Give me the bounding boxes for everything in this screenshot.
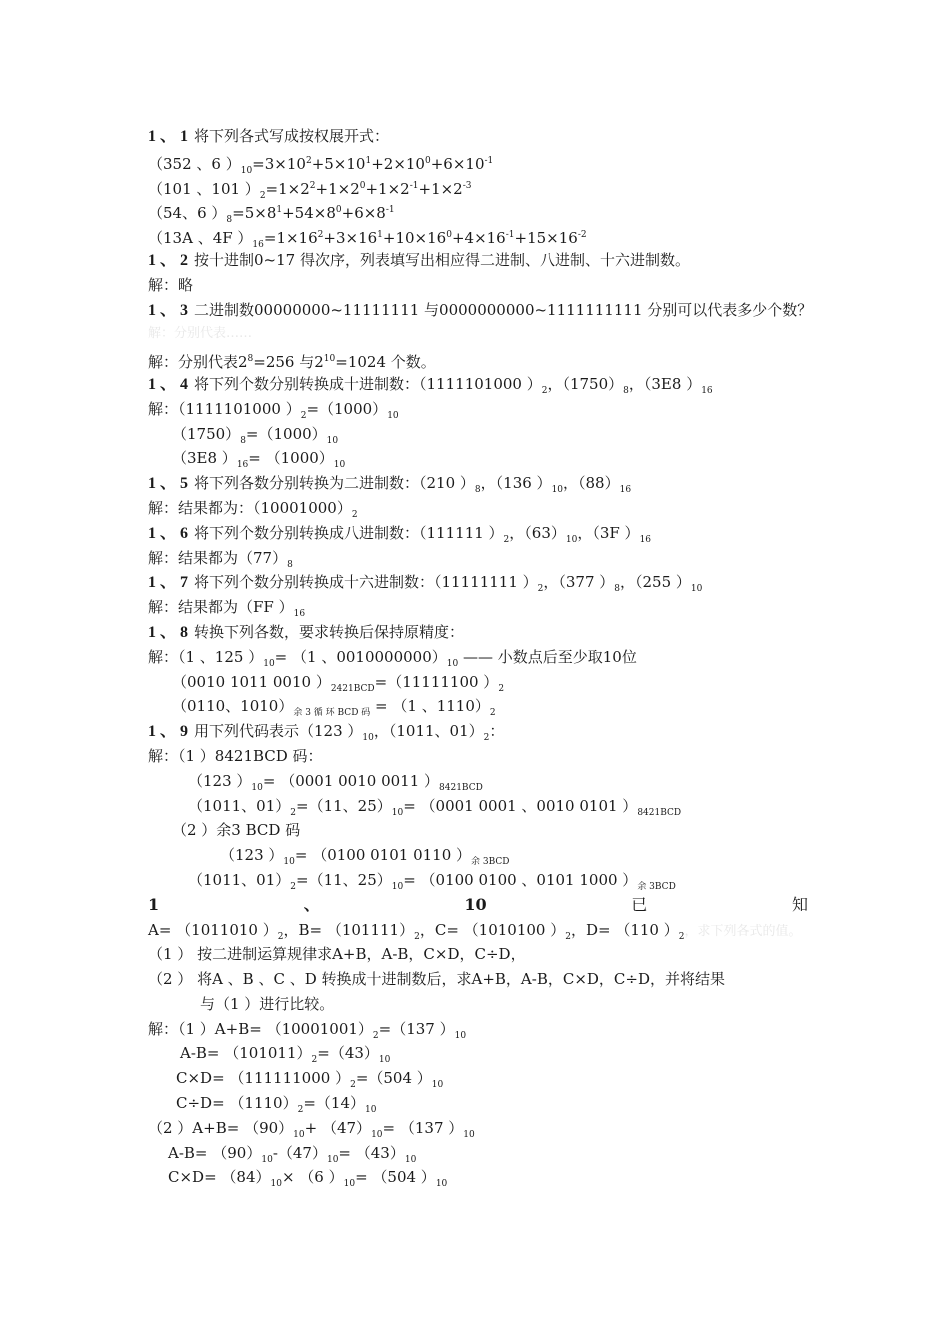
q9-number: 1 、 9 [148, 723, 189, 741]
text-segment: 将下列各数分别转换为二进制数：（210 ） [194, 474, 475, 493]
text-segment: （3E8 ） [172, 449, 237, 468]
text-segment: 解：结果都为（FF ） [148, 598, 294, 617]
subscript: 2 [290, 807, 296, 818]
text-segment: （1011、01） [188, 870, 291, 889]
text-segment: A-B= （90） [168, 1143, 262, 1162]
text-segment: 将下列个数分别转换成十进制数：（1111101000 ） [194, 374, 542, 393]
q10-result-3 [148, 1066, 808, 1091]
text-segment: =（11111100 ） [374, 672, 499, 691]
subscript: 10 [326, 435, 339, 446]
text-segment: =（11、25） [296, 796, 392, 815]
text-segment: = （0100 0101 0110 ） [294, 846, 472, 865]
text-segment: =（1000） [245, 424, 327, 443]
text-segment: ： [489, 722, 505, 741]
q1-row-3 [148, 198, 808, 226]
q10-given [148, 918, 808, 943]
superscript: -1 [385, 205, 395, 216]
subscript: 2 [483, 733, 490, 744]
text-segment: （2 ）A+B= （90） [148, 1118, 294, 1137]
text-segment: A= （1011010 ） [148, 920, 278, 939]
text-segment: （13A 、4F ） [148, 229, 253, 248]
q1-heading [148, 124, 808, 149]
q5-heading [148, 471, 808, 496]
superscript: -1 [484, 155, 494, 166]
subscript: 16 [701, 385, 713, 396]
superscript: -2 [577, 230, 587, 241]
subscript: 2 [350, 1080, 356, 1091]
text-segment: =（1000） [306, 399, 388, 418]
q9-line-2 [148, 769, 808, 794]
text-segment: （0110、1010） [172, 697, 294, 716]
subscript: 16 [639, 534, 652, 545]
q10-task-2: （2 ） 将A 、B 、C 、D 转换成十进制数后，求A+B，A-B，C×D，C÷D，并将结果 [148, 970, 726, 989]
text-segment: +10×16 [382, 229, 447, 248]
q8-number: 1 、 8 [148, 623, 189, 641]
text-segment: -（47） [272, 1143, 327, 1162]
text-segment: ，（1750） [547, 374, 624, 393]
q9-heading [148, 719, 808, 744]
q1-row-4 [148, 223, 808, 251]
q2-number: 1 、 2 [148, 251, 189, 269]
q8-heading [148, 620, 808, 645]
q4-answer-1 [148, 397, 808, 422]
subscript: 8 [474, 485, 481, 496]
subscript: 10 [387, 410, 399, 421]
text-segment: 已 [631, 894, 648, 914]
superscript: 1 [377, 230, 383, 241]
subscript: 2 [498, 683, 505, 694]
subscript: 16 [619, 485, 632, 496]
text-segment: 将下列个数分别转换成八进制数：（111111 ） [194, 523, 504, 542]
text-segment: =（504 ） [355, 1069, 432, 1088]
subscript: 10 [240, 165, 253, 176]
text-segment: =（14） [303, 1094, 365, 1113]
subscript: 10 [293, 1129, 305, 1140]
text-segment: 解：（1111101000 ） [148, 399, 301, 418]
q3-number: 1 、 3 [148, 301, 189, 319]
text-segment: 转换下列各数，要求转换后保持原精度： [194, 622, 465, 641]
text-segment: ，C= （1010100 ） [419, 920, 566, 939]
text-segment: + （47） [304, 1118, 372, 1137]
subscript: 16 [252, 240, 264, 251]
q10-task-1: （1 ） 按二进制运算规律求A+B，A-B，C×D，C÷D， [148, 945, 526, 964]
document-page [148, 124, 813, 1190]
subscript: 10 [690, 584, 703, 595]
text-segment: 解：（1 ）A+B= （10001001） [148, 1019, 373, 1038]
text-segment: =1×16 [263, 229, 318, 248]
superscript: 0 [446, 230, 452, 241]
q2-answer: 解：略 [148, 275, 194, 294]
q3-faint-text: 解：分别代表…… [148, 326, 253, 342]
superscript: -1 [505, 230, 515, 241]
text-segment: = （1000） [248, 449, 334, 468]
text-segment: C×D= （111111000 ） [176, 1069, 351, 1088]
q7-answer [148, 595, 808, 620]
text-segment: =5×8 [232, 204, 277, 223]
text-segment: =1×2 [265, 179, 310, 198]
q8-answer-3 [148, 694, 808, 719]
q3-answer [148, 347, 808, 372]
q9-part-1: 解：（1 ）8421BCD 码： [148, 746, 323, 765]
text-segment: = （1 、0010000000） [274, 647, 447, 666]
q2-heading [148, 248, 808, 273]
superscript: 0 [359, 180, 366, 191]
text-segment: C÷D= （1110） [176, 1094, 298, 1113]
text-segment: C×D= （84） [168, 1168, 271, 1187]
subscript: 10 [391, 807, 404, 818]
q1-row-1 [148, 149, 808, 174]
subscript: 10 [326, 1154, 339, 1165]
q10-result-2 [148, 1041, 808, 1066]
superscript: 1 [365, 155, 372, 166]
superscript: 2 [309, 180, 316, 191]
text-segment: （0010 1011 0010 ） [172, 672, 331, 691]
text-segment: 将下列个数分别转换成十六进制数：（11111111 ） [194, 573, 538, 592]
q5-number: 1 、 5 [148, 475, 189, 493]
q9-line-3 [148, 794, 808, 819]
subscript: 16 [293, 609, 306, 620]
superscript: 1 [276, 205, 283, 216]
q7-number: 1 、 7 [148, 574, 189, 592]
q4-heading [148, 372, 808, 397]
text-segment: = （43） [338, 1143, 405, 1162]
text-segment: 解：分别代表2 [148, 353, 248, 372]
text-segment: =1024 个数。 [335, 353, 436, 372]
text-segment: = （137 ） [382, 1118, 464, 1137]
subscript: 10 [431, 1080, 444, 1091]
subscript: 2 [537, 584, 544, 595]
subscript: 16 [236, 460, 249, 471]
text-segment: ，（3F ） [577, 523, 640, 542]
q1-number: 1 、 1 [148, 128, 189, 145]
text-segment: 解：结果都为（77） [148, 548, 288, 567]
subscript: 10 [378, 1055, 391, 1066]
q4-number: 1 、 4 [148, 375, 189, 393]
text-segment: 用下列代码表示（123 ） [194, 722, 363, 741]
text-segment: +6×10 [430, 154, 485, 173]
text-segment: =（137 ） [378, 1019, 455, 1038]
text-segment: +1×2 [418, 179, 463, 198]
subscript: 2 [372, 1030, 379, 1041]
subscript: 2 [489, 708, 496, 719]
q6-number: 1 、 6 [148, 524, 189, 542]
text-segment: （123 ） [220, 846, 284, 865]
subscript: 10 [362, 733, 374, 744]
text-segment: +15×16 [514, 229, 578, 248]
q4-answer-2 [148, 422, 808, 447]
q6-heading [148, 521, 808, 546]
text-segment: = （1 、1110） [370, 697, 490, 716]
text-segment: = （0001 0010 0011 ） [262, 771, 440, 790]
subscript: 10 [371, 1129, 383, 1140]
text-segment: +4×16 [451, 229, 506, 248]
subscript: 2 [678, 931, 685, 942]
superscript: 10 [323, 354, 336, 365]
q6-answer [148, 546, 808, 571]
q9-line-5 [148, 843, 808, 868]
subscript: 10 [263, 658, 275, 669]
text-segment: A-B= （101011） [180, 1044, 312, 1063]
subscript: 8 [623, 385, 629, 396]
subscript: 10 [261, 1154, 273, 1165]
subscript: 2 [503, 534, 510, 545]
q3-heading [148, 298, 813, 323]
text-segment: × （6 ） [281, 1168, 344, 1187]
subscript: 10 [364, 1105, 377, 1116]
subscript: 2 [300, 410, 307, 421]
subscript: 10 [404, 1154, 417, 1165]
text-segment: = （504 ） [355, 1168, 436, 1187]
superscript: 2 [317, 230, 324, 241]
subscript: 10 [251, 782, 263, 793]
text-segment: 1 [148, 894, 160, 914]
text-segment: 10 [464, 894, 487, 914]
subscript: 10 [565, 534, 578, 545]
subscript: 2421BCD [330, 683, 375, 694]
superscript: 8 [247, 354, 254, 365]
text-segment: ，（63） [509, 523, 566, 542]
text-segment: （1011、01） [188, 796, 291, 815]
text-segment: 解：（1 、125 ） [148, 647, 264, 666]
subscript: 8 [614, 584, 621, 595]
q8-answer-1 [148, 645, 808, 670]
subscript: 10 [270, 1179, 282, 1190]
text-segment: = （0100 0100 、0101 1000 ） [403, 870, 638, 889]
q10-result-6 [148, 1141, 808, 1166]
text-segment: ，（255 ） [620, 573, 691, 592]
text-segment: =（43） [317, 1044, 379, 1063]
q10-result-5 [148, 1116, 808, 1141]
text-segment: 解：结果都为：（10001000） [148, 498, 352, 517]
q10-result-7 [148, 1165, 808, 1190]
text-segment: ，（3E8 ） [628, 374, 702, 393]
text-segment: +54×8 [282, 204, 336, 223]
text-segment: +1×2 [365, 179, 410, 198]
text-segment: =3×10 [252, 154, 306, 173]
subscript: 2 [351, 509, 358, 520]
text-segment: +3×16 [323, 229, 378, 248]
text-segment: ，（136 ） [480, 474, 552, 493]
q8-answer-2 [148, 670, 808, 695]
q1-text: 将下列各式写成按权展开式： [194, 127, 390, 145]
q2-text: 按十进制0~17 得次序，列表填写出相应得二进制、八进制、十六进制数。 [194, 250, 690, 269]
text-segment: +1×2 [315, 179, 360, 198]
q10-faint-text: ，求下列各式的值。 [684, 923, 802, 939]
subscript: 8421BCD [439, 782, 483, 793]
text-segment: ，（1011、01） [373, 722, 484, 741]
subscript: 10 [454, 1030, 467, 1041]
subscript: 10 [551, 485, 564, 496]
superscript: -3 [462, 180, 472, 191]
subscript: 余 3 循 环 BCD 码 [293, 708, 371, 719]
subscript: 2 [541, 385, 548, 396]
text-segment: +6×8 [341, 204, 386, 223]
superscript: 0 [335, 205, 342, 216]
q10-result-1 [148, 1017, 808, 1042]
text-segment: ，（377 ） [543, 573, 615, 592]
subscript: 2 [277, 931, 284, 942]
subscript: 10 [391, 881, 404, 892]
subscript: 10 [343, 1179, 356, 1190]
text-segment: =（11、25） [296, 870, 392, 889]
q9-line-6 [148, 868, 808, 893]
subscript: 2 [259, 190, 266, 201]
text-segment: +2×10 [371, 154, 425, 173]
subscript: 余 3BCD [471, 857, 510, 868]
subscript: 余 3BCD [637, 881, 676, 892]
text-segment: （54、6 ） [148, 204, 227, 223]
subscript: 10 [333, 460, 346, 471]
text-segment: =256 与2 [253, 353, 324, 372]
superscript: -1 [409, 180, 419, 191]
text-segment: （101 、101 ） [148, 179, 260, 198]
subscript: 8 [287, 559, 293, 570]
subscript: 2 [414, 931, 420, 942]
text-segment: （123 ） [188, 771, 252, 790]
subscript: 2 [297, 1105, 304, 1116]
subscript: 10 [446, 658, 459, 669]
text-segment: ，（88） [563, 474, 620, 493]
subscript: 10 [283, 857, 295, 868]
text-segment: （352 、6 ） [148, 154, 241, 173]
superscript: 0 [424, 155, 431, 166]
text-segment: = （0001 0001 、0010 0101 ） [403, 796, 638, 815]
text-segment: 、 [303, 894, 320, 914]
q5-answer [148, 496, 808, 521]
subscript: 10 [435, 1179, 448, 1190]
subscript: 10 [463, 1129, 475, 1140]
subscript: 2 [311, 1055, 318, 1066]
q7-heading [148, 570, 808, 595]
q10-heading [148, 893, 808, 918]
q1-row-2 [148, 174, 808, 199]
subscript: 8 [240, 435, 246, 446]
q10-task-2-cont: 与（1 ）进行比较。 [200, 994, 335, 1013]
superscript: 2 [305, 155, 312, 166]
text-segment: ，B= （101111） [283, 920, 415, 939]
text-segment: （1750） [172, 424, 241, 443]
text-segment: 知 [791, 894, 808, 914]
subscript: 8 [226, 215, 233, 226]
subscript: 2 [290, 881, 296, 892]
text-segment: —— 小数点后至少取10位 [458, 647, 637, 666]
text-segment: +5×10 [311, 154, 366, 173]
q9-part-2: （2 ）余3 BCD 码 [172, 821, 301, 840]
q4-answer-3 [148, 446, 808, 471]
q10-result-4 [148, 1091, 808, 1116]
q3-text: 二进制数00000000~11111111 与0000000000~1111111111 分别可以代表多少个数？ [194, 300, 813, 319]
text-segment: ，D= （110 ） [570, 920, 679, 939]
subscript: 2 [565, 931, 571, 942]
subscript: 8421BCD [637, 807, 682, 818]
